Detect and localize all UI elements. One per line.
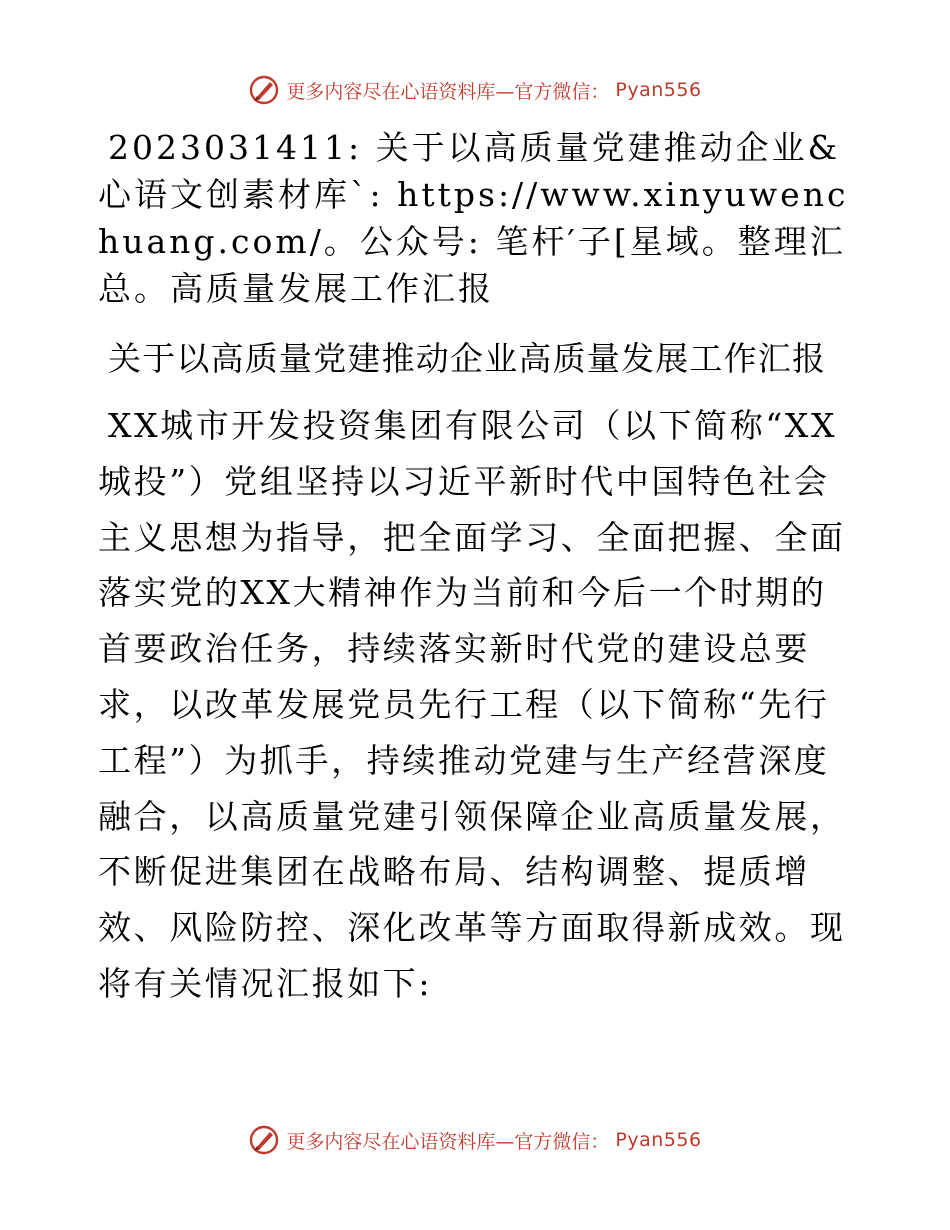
banner-account: Pyan556 [615, 79, 702, 101]
banner-text: 更多内容尽在心语资料库—官方微信： [286, 1130, 610, 1153]
body-paragraph: XX城市开发投资集团有限公司（以下简称“XX城投”）党组坚持以习近平新时代中国特色社会主义思想为指导，把全面学习、全面把握、全面落实党的XX大精神作为当前和今后一个时期的首要政治任务，持续落实新时代党的建设总要求，以改革发展党员先行工程（以下简称“先行工程”）为抓手，持续推动党建与生产经营深度融合，以高质量党建引领保障企业高质量发展，不断促进集团在战略布局、结构调整、提质增效、风险防控、深化改革等方面取得新成效。现将有关情况汇报如下: [98, 406, 846, 1003]
footer-banner [0, 1120, 950, 1160]
banner-text: 更多内容尽在心语资料库—官方微信： [286, 80, 610, 103]
intro-paragraph: 2023031411: 关于以高质量党建推动企业&心语文创素材库`: https://www.xinyuwenchuang.com/。公众号: 笔杆′子[星域。整理汇总。高质量发展工作汇报 [98, 128, 849, 308]
quill-pen-logo-icon [248, 74, 280, 106]
document-content [98, 124, 850, 1012]
header-banner [0, 70, 950, 110]
banner-account: Pyan556 [615, 1129, 702, 1151]
document-title: 关于以高质量党建推动企业高质量发展工作汇报 [108, 339, 827, 378]
quill-pen-logo-icon [248, 1124, 280, 1156]
